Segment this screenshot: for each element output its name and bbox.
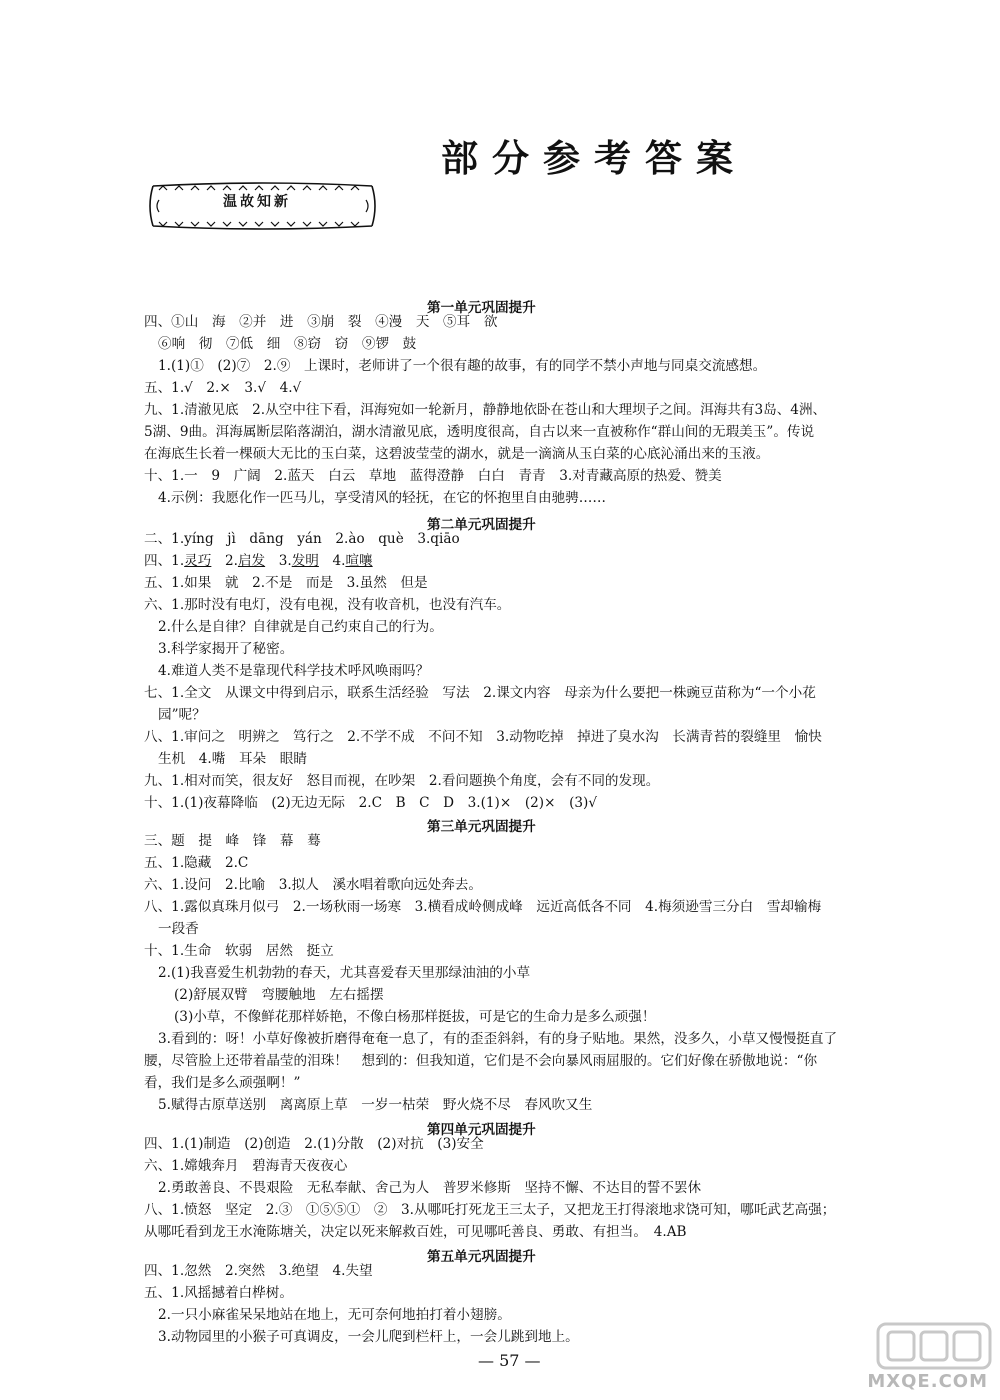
answer-line: 五、1.如果 就 2.不是 而是 3.虽然 但是 [144, 575, 428, 591]
answer-line: 九、1.清澈见底 2.从空中往下看，洱海宛如一轮新月，静静地依卧在苍山和大理坝子之间。洱海共有3岛、4洲、 [144, 402, 827, 418]
answer-line: 十、1.(1)夜幕降临 (2)无边无际 2.C B C D 3.(1)× (2)× (3)√ [144, 795, 598, 811]
answer-line: 十、1.一 9 广阔 2.蓝天 白云 草地 蓝得澄静 白白 青青 3.对青藏高原的热爱、赞美 [144, 468, 722, 484]
answer-line: 2.(1)我喜爱生机勃勃的春天，尤其喜爱春天里那绿油油的小草 [158, 965, 531, 981]
answer-line: 八、1.愤怒 坚定 2.③ ①⑤⑤① ② 3.从哪吒打死龙王三太子，又把龙王打得滚地求饶可知，哪吒武艺高强； [144, 1202, 836, 1218]
answer-line: ⑥响 彻 ⑦低 细 ⑧窃 窃 ⑨锣 鼓 [158, 336, 417, 352]
answer-line: 五、1.√ 2.× 3.√ 4.√ [144, 380, 302, 396]
answer-line: 生机 4.嘴 耳朵 眼睛 [158, 751, 307, 767]
answer-line: 看，我们是多么顽强啊！” [144, 1075, 301, 1091]
answer-line: 三、题 提 峰 锋 幕 蓦 [144, 833, 321, 849]
answer-line: 八、1.露似真珠月似弓 2.一场秋雨一场寒 3.横看成岭侧成峰 远近高低各不同 4.梅须逊雪三分白 雪却输梅 [144, 899, 822, 915]
answer-line: (3)小草，不像鲜花那样娇艳，不像白杨那样挺拔，可是它的生命力是多么顽强！ [174, 1009, 656, 1025]
section-heading: 第二单元巩固提升 [427, 517, 536, 533]
answer-line: 腰，尽管脸上还带着晶莹的泪珠！ 想到的：但我知道，它们是不会向暴风雨屈服的。它们好像在骄傲地说：“你 [144, 1053, 818, 1069]
section-heading: 第四单元巩固提升 [427, 1122, 536, 1138]
answer-line: 四、1.忽然 2.突然 3.绝望 4.失望 [144, 1263, 373, 1279]
answer-line: 十、1.生命 软弱 居然 挺立 [144, 943, 334, 959]
answer-line: 四、①山 海 ②并 进 ③崩 裂 ④漫 天 ⑤耳 欲 [144, 314, 498, 330]
page-number: — 57 — [478, 1351, 541, 1370]
page-title: 部分参考答案 [441, 136, 747, 180]
answer-line: 二、1.yíng jì dāng yán 2.ào què 3.qiāo [144, 531, 460, 547]
answer-line: 八、1.审问之 明辨之 笃行之 2.不学不成 不问不知 3.动物吃掉 掉进了臭水沟 长满青苔的裂缝里 愉快 [144, 729, 822, 745]
watermark-text: MXQE.COM [867, 1371, 988, 1392]
answer-line: 2.什么是自律？自律就是自己约束自己的行为。 [158, 619, 443, 635]
answer-line: 1.(1)① (2)⑦ 2.⑨ 上课时，老师讲了一个很有趣的故事，有的同学不禁小声地与同桌交流感想。 [158, 358, 767, 374]
banner-label: 温故知新 [223, 194, 291, 210]
answer-line: 3.看到的：呀！小草好像被折磨得奄奄一息了，有的歪歪斜斜，有的身子贴地。果然，没多久，小草又慢慢挺直了 [158, 1031, 838, 1047]
answer-line: (2)舒展双臂 弯腰触地 左右摇摆 [174, 987, 384, 1003]
answer-line: 七、1.全文 从课文中得到启示，联系生活经验 写法 2.课文内容 母亲为什么要把一株豌豆苗称为“一个小花 [144, 685, 816, 701]
answer-line: 在海底生长着一棵硕大无比的玉白菜，这碧波莹莹的湖水，就是一滴滴从玉白菜的心底沁涌出来的玉液。 [144, 446, 770, 462]
answer-line: 四、1.(1)制造 (2)创造 2.(1)分散 (2)对抗 (3)安全 [144, 1136, 484, 1152]
answer-line: 园”呢？ [158, 707, 206, 723]
answer-line: 五、1.隐藏 2.C [144, 855, 249, 871]
answer-line: 六、1.设问 2.比喻 3.拟人 溪水唱着歌向远处奔去。 [144, 877, 482, 893]
answer-line: 5.赋得古原草送别 离离原上草 一岁一枯荣 野火烧不尽 春风吹又生 [158, 1097, 593, 1113]
answer-line: 一段香 [158, 921, 199, 937]
section-heading: 第五单元巩固提升 [427, 1249, 536, 1265]
answer-line: 六、1.那时没有电灯，没有电视，没有收音机，也没有汽车。 [144, 597, 511, 613]
answer-line: 3.科学家揭开了秘密。 [158, 641, 294, 657]
answer-line: 5湖、9曲。洱海属断层陷落湖泊，湖水清澈见底，透明度很高，自古以来一直被称作“群山间的无瑕美玉”。传说 [144, 424, 815, 440]
answer-line: 九、1.相对而笑，很友好 怒目而视，在吵架 2.看问题换个角度，会有不同的发现。 [144, 773, 660, 789]
answer-line: 4.难道人类不是靠现代科学技术呼风唤雨吗？ [158, 663, 430, 679]
answer-line: 4.示例：我愿化作一匹马儿，享受清风的轻抚，在它的怀抱里自由驰骋…… [158, 490, 606, 506]
section-heading: 第一单元巩固提升 [427, 300, 536, 316]
answer-line: 从哪吒看到龙王水淹陈塘关，决定以死来解救百姓，可见哪吒善良、勇敢、有担当。 4.AB [144, 1224, 687, 1240]
answer-line: 六、1.嫦娥奔月 碧海青天夜夜心 [144, 1158, 348, 1174]
answer-line: 五、1.风摇撼着白桦树。 [144, 1285, 293, 1301]
section-heading: 第三单元巩固提升 [427, 819, 536, 835]
answer-line: 2.勇敢善良、不畏艰险 无私奉献、舍己为人 普罗米修斯 坚持不懈、不达目的誓不罢休 [158, 1180, 702, 1196]
answer-line: 四、1.灵巧 2.启发 3.发明 4.喧嚷 [144, 553, 373, 569]
answer-line: 2.一只小麻雀呆呆地站在地上，无可奈何地拍打着小翅膀。 [158, 1307, 511, 1323]
answer-line: 3.动物园里的小猴子可真调皮，一会儿爬到栏杆上，一会儿跳到地上。 [158, 1329, 579, 1345]
